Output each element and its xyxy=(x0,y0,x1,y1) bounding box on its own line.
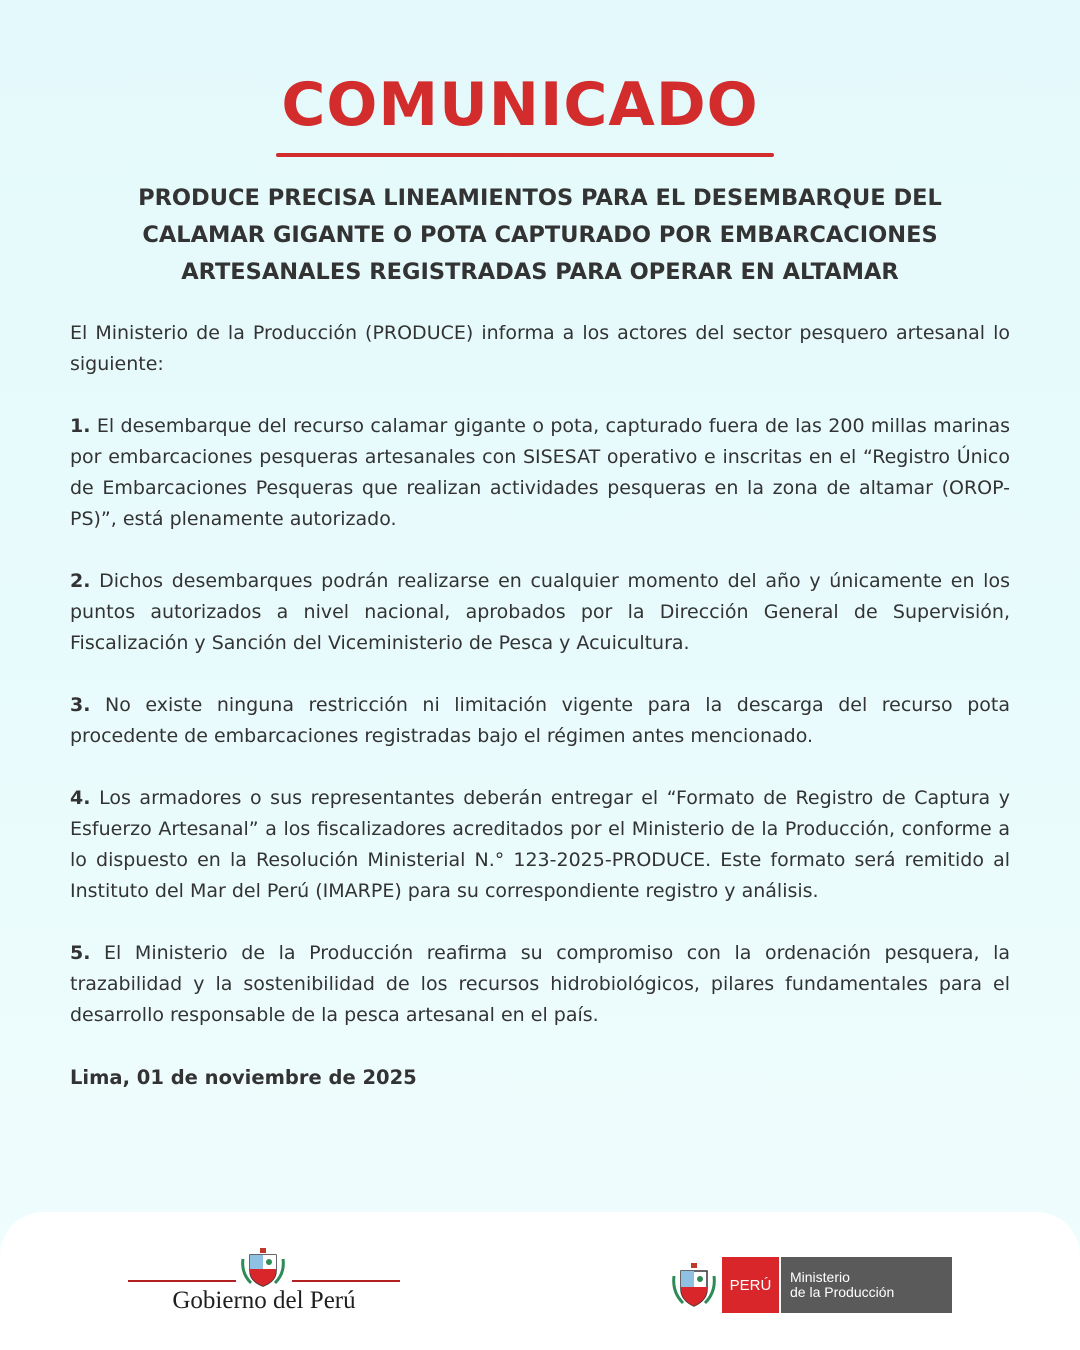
item-text: No existe ninguna restricción ni limitación vigente para la descarga del recurso pota procedente de embarcaciones registradas bajo el régimen antes mencionado. xyxy=(70,694,1010,747)
title-underline xyxy=(276,153,774,157)
item-number: 4. xyxy=(70,787,91,809)
gobierno-label: Gobierno del Perú xyxy=(172,1287,356,1314)
headline-line: PRODUCE PRECISA LINEAMIENTOS PARA EL DESEMBARQUE DEL xyxy=(138,185,942,211)
item-text: El Ministerio de la Producción reafirma su compromiso con la ordenación pesquera, la trazabilidad y la sostenibilidad de los recursos hidrobiológicos, pilares fundamentales para el desarrollo responsable de la pesca artesanal en el país. xyxy=(70,942,1010,1026)
page-title: COMUNICADO xyxy=(281,70,759,140)
logo-rule xyxy=(128,1280,236,1282)
item-text: El desembarque del recurso calamar gigante o pota, capturado fuera de las 200 millas marinas por embarcaciones pesqueras artesanales con SISESAT operativo e inscritas en el “Registro Único de Embarcaciones Pesqueras que realizan actividades pesqueras en la zona de altamar (OROP-PS)”, está plenamente autorizado. xyxy=(70,415,1011,530)
item-number: 2. xyxy=(70,570,91,592)
item-number: 5. xyxy=(70,942,91,964)
item-number: 3. xyxy=(70,694,91,716)
item-text: Los armadores o sus representantes deberán entregar el “Formato de Registro de Captura y Esfuerzo Artesanal” a los fiscalizadores acreditados por el Ministerio de la Producción, conforme a lo dispuesto en la Resolución Ministerial N.° 123-2025-PRODUCE. Este formato será remitido al Instituto del Mar del Perú (IMARPE) para su correspondiente registro y análisis. xyxy=(70,787,1010,902)
ministry-line: Ministerio xyxy=(790,1269,850,1285)
logo-rule xyxy=(292,1280,400,1282)
peru-coat-of-arms-icon xyxy=(672,1262,716,1310)
peru-label-box: PERÚ xyxy=(722,1257,779,1313)
headline xyxy=(70,180,1010,291)
numbered-item xyxy=(70,690,1010,752)
gobierno-del-peru-logo xyxy=(128,1247,400,1317)
ministry-line: de la Producción xyxy=(790,1284,895,1300)
intro-paragraph: El Ministerio de la Producción (PRODUCE) informa a los actores del sector pesquero artesanal lo siguiente: xyxy=(70,322,1010,375)
numbered-item xyxy=(70,566,1010,659)
item-number: 1. xyxy=(70,415,91,437)
numbered-item xyxy=(70,938,1010,1031)
headline-line: CALAMAR GIGANTE O POTA CAPTURADO POR EMBARCACIONES xyxy=(142,222,938,248)
numbered-item xyxy=(70,411,1010,535)
peru-coat-of-arms-icon xyxy=(241,1247,285,1287)
ministry-label-box xyxy=(781,1257,952,1313)
headline-line: ARTESANALES REGISTRADAS PARA OPERAR EN ALTAMAR xyxy=(181,259,899,285)
communique-body xyxy=(70,318,1010,1093)
item-text: Dichos desembarques podrán realizarse en cualquier momento del año y únicamente en los puntos autorizados a nivel nacional, aprobados por la Dirección General de Supervisión, Fiscalización y Sanción del Viceministerio de Pesca y Acuicultura. xyxy=(70,570,1010,654)
numbered-item xyxy=(70,783,1010,907)
date-line: Lima, 01 de noviembre de 2025 xyxy=(70,1066,417,1089)
